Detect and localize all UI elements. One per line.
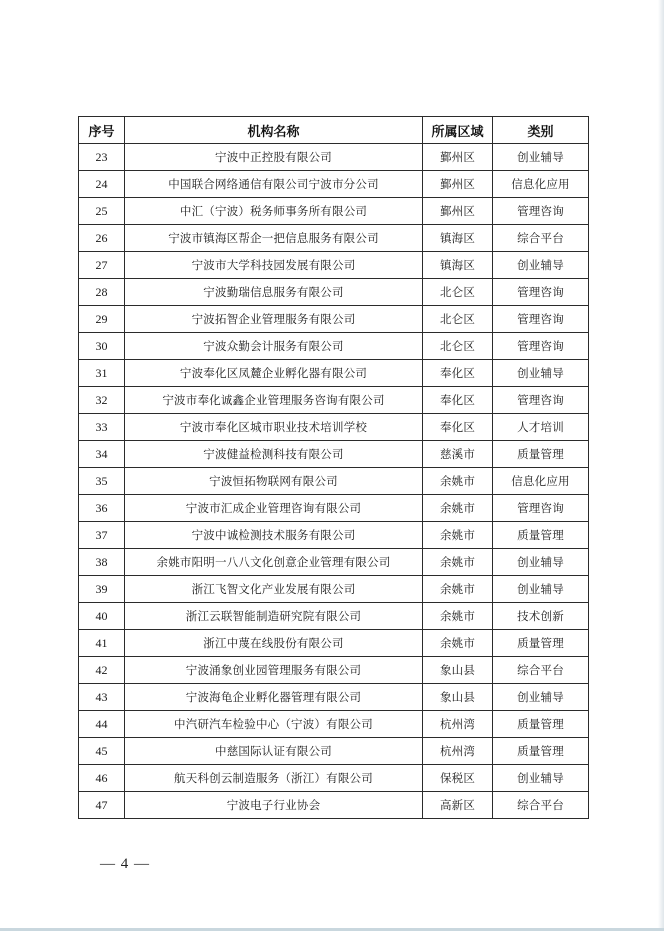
serial-number-cell: 28	[79, 279, 125, 306]
institution-table	[78, 116, 589, 819]
region-cell: 余姚市	[423, 522, 493, 549]
category-cell: 管理咨询	[493, 333, 589, 360]
category-cell: 管理咨询	[493, 198, 589, 225]
serial-number-cell: 37	[79, 522, 125, 549]
institution-name-cell: 宁波市镇海区帮企一把信息服务有限公司	[125, 225, 423, 252]
serial-number-cell: 46	[79, 765, 125, 792]
table-header-row	[79, 117, 589, 144]
table-row	[79, 441, 589, 468]
serial-number-cell: 31	[79, 360, 125, 387]
region-cell: 象山县	[423, 684, 493, 711]
category-cell: 创业辅导	[493, 765, 589, 792]
serial-number-cell: 23	[79, 144, 125, 171]
table-row	[79, 333, 589, 360]
institution-name-cell: 宁波市汇成企业管理咨询有限公司	[125, 495, 423, 522]
table-row	[79, 765, 589, 792]
serial-number-cell: 27	[79, 252, 125, 279]
table-row	[79, 387, 589, 414]
serial-number-cell: 32	[79, 387, 125, 414]
serial-number-cell: 47	[79, 792, 125, 819]
table-row	[79, 144, 589, 171]
region-cell: 保税区	[423, 765, 493, 792]
institution-name-cell: 中国联合网络通信有限公司宁波市分公司	[125, 171, 423, 198]
table-row	[79, 792, 589, 819]
region-cell: 余姚市	[423, 576, 493, 603]
institution-name-cell: 宁波众勤会计服务有限公司	[125, 333, 423, 360]
table-row	[79, 603, 589, 630]
category-cell: 创业辅导	[493, 252, 589, 279]
institution-name-cell: 余姚市阳明一八八文化创意企业管理有限公司	[125, 549, 423, 576]
serial-number-cell: 45	[79, 738, 125, 765]
table-row	[79, 657, 589, 684]
institution-name-cell: 宁波中诚检测技术服务有限公司	[125, 522, 423, 549]
institution-name-cell: 浙江飞智文化产业发展有限公司	[125, 576, 423, 603]
region-cell: 北仑区	[423, 306, 493, 333]
category-cell: 质量管理	[493, 711, 589, 738]
page-number: — 4 —	[100, 856, 150, 872]
region-cell: 鄞州区	[423, 144, 493, 171]
category-cell: 综合平台	[493, 657, 589, 684]
serial-number-cell: 36	[79, 495, 125, 522]
table-row	[79, 549, 589, 576]
serial-number-cell: 42	[79, 657, 125, 684]
table-row	[79, 279, 589, 306]
region-cell: 北仑区	[423, 279, 493, 306]
category-cell: 管理咨询	[493, 279, 589, 306]
table-row	[79, 225, 589, 252]
institution-name-cell: 宁波电子行业协会	[125, 792, 423, 819]
category-cell: 质量管理	[493, 630, 589, 657]
region-cell: 杭州湾	[423, 711, 493, 738]
institution-name-cell: 航天科创云制造服务（浙江）有限公司	[125, 765, 423, 792]
category-cell: 综合平台	[493, 225, 589, 252]
table-row	[79, 684, 589, 711]
table-row	[79, 360, 589, 387]
table-row	[79, 306, 589, 333]
table-row	[79, 738, 589, 765]
region-cell: 奉化区	[423, 387, 493, 414]
institution-name-cell: 中汽研汽车检验中心（宁波）有限公司	[125, 711, 423, 738]
table-row	[79, 576, 589, 603]
serial-number-cell: 34	[79, 441, 125, 468]
serial-number-cell: 35	[79, 468, 125, 495]
serial-number-cell: 40	[79, 603, 125, 630]
serial-number-cell: 44	[79, 711, 125, 738]
institution-name-cell: 中汇（宁波）税务师事务所有限公司	[125, 198, 423, 225]
institution-name-cell: 宁波奉化区凤麓企业孵化器有限公司	[125, 360, 423, 387]
region-cell: 余姚市	[423, 495, 493, 522]
region-cell: 象山县	[423, 657, 493, 684]
region-cell: 慈溪市	[423, 441, 493, 468]
institution-name-cell: 宁波恒拓物联网有限公司	[125, 468, 423, 495]
header-institution-name: 机构名称	[125, 117, 423, 144]
region-cell: 奉化区	[423, 360, 493, 387]
header-serial-number: 序号	[79, 117, 125, 144]
region-cell: 镇海区	[423, 225, 493, 252]
region-cell: 杭州湾	[423, 738, 493, 765]
institution-name-cell: 宁波健益检测科技有限公司	[125, 441, 423, 468]
category-cell: 管理咨询	[493, 495, 589, 522]
header-region: 所属区域	[423, 117, 493, 144]
category-cell: 质量管理	[493, 441, 589, 468]
category-cell: 综合平台	[493, 792, 589, 819]
region-cell: 奉化区	[423, 414, 493, 441]
table-body	[79, 144, 589, 819]
region-cell: 余姚市	[423, 468, 493, 495]
category-cell: 创业辅导	[493, 549, 589, 576]
table-row	[79, 468, 589, 495]
category-cell: 创业辅导	[493, 144, 589, 171]
serial-number-cell: 30	[79, 333, 125, 360]
region-cell: 余姚市	[423, 603, 493, 630]
institution-name-cell: 宁波海龟企业孵化器管理有限公司	[125, 684, 423, 711]
category-cell: 管理咨询	[493, 306, 589, 333]
institution-name-cell: 浙江中蔑在线股份有限公司	[125, 630, 423, 657]
serial-number-cell: 25	[79, 198, 125, 225]
category-cell: 创业辅导	[493, 576, 589, 603]
institution-name-cell: 宁波涌象创业园管理服务有限公司	[125, 657, 423, 684]
region-cell: 北仑区	[423, 333, 493, 360]
serial-number-cell: 33	[79, 414, 125, 441]
table-row	[79, 198, 589, 225]
region-cell: 高新区	[423, 792, 493, 819]
category-cell: 管理咨询	[493, 387, 589, 414]
region-cell: 余姚市	[423, 549, 493, 576]
category-cell: 技术创新	[493, 603, 589, 630]
table-row	[79, 522, 589, 549]
serial-number-cell: 39	[79, 576, 125, 603]
serial-number-cell: 38	[79, 549, 125, 576]
serial-number-cell: 26	[79, 225, 125, 252]
category-cell: 创业辅导	[493, 684, 589, 711]
category-cell: 创业辅导	[493, 360, 589, 387]
table-row	[79, 252, 589, 279]
region-cell: 鄞州区	[423, 171, 493, 198]
category-cell: 质量管理	[493, 738, 589, 765]
region-cell: 鄞州区	[423, 198, 493, 225]
category-cell: 质量管理	[493, 522, 589, 549]
table-row	[79, 711, 589, 738]
institution-name-cell: 宁波市奉化区城市职业技术培训学校	[125, 414, 423, 441]
category-cell: 人才培训	[493, 414, 589, 441]
category-cell: 信息化应用	[493, 468, 589, 495]
serial-number-cell: 29	[79, 306, 125, 333]
institution-name-cell: 宁波市奉化诚鑫企业管理服务咨询有限公司	[125, 387, 423, 414]
serial-number-cell: 41	[79, 630, 125, 657]
serial-number-cell: 43	[79, 684, 125, 711]
category-cell: 信息化应用	[493, 171, 589, 198]
institution-name-cell: 宁波拓智企业管理服务有限公司	[125, 306, 423, 333]
table-row	[79, 630, 589, 657]
institution-name-cell: 中慈国际认证有限公司	[125, 738, 423, 765]
institution-name-cell: 宁波中正控股有限公司	[125, 144, 423, 171]
institution-name-cell: 宁波市大学科技园发展有限公司	[125, 252, 423, 279]
region-cell: 镇海区	[423, 252, 493, 279]
page-edge-shadow	[658, 0, 664, 931]
institution-name-cell: 浙江云联智能制造研究院有限公司	[125, 603, 423, 630]
serial-number-cell: 24	[79, 171, 125, 198]
table-row	[79, 414, 589, 441]
region-cell: 余姚市	[423, 630, 493, 657]
table-row	[79, 495, 589, 522]
institution-name-cell: 宁波勤瑞信息服务有限公司	[125, 279, 423, 306]
table-row	[79, 171, 589, 198]
header-category: 类别	[493, 117, 589, 144]
